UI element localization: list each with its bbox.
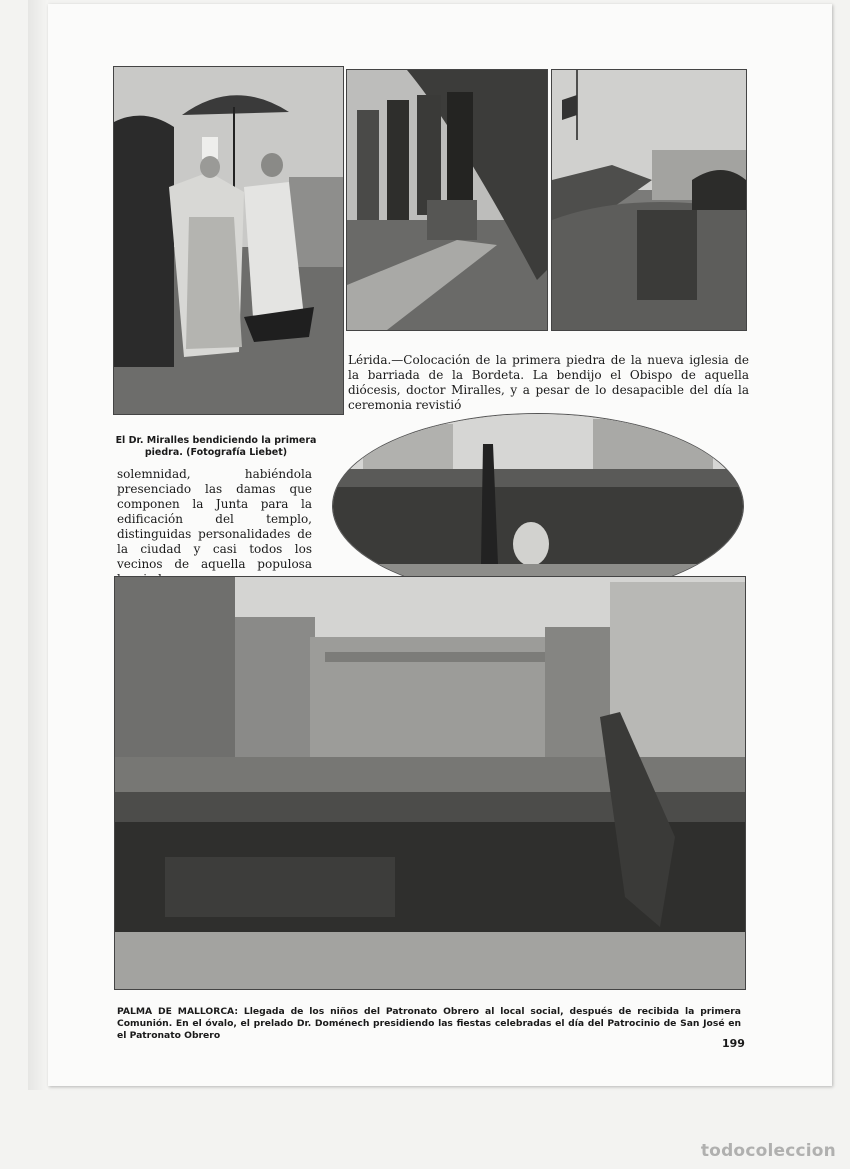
- photo-oval-gathering: [332, 413, 744, 599]
- article-continuation-text: solemnidad, habiéndola presenciado las damas que componen la Junta para la edificación del templo, distinguidas personalidades de la ciudad y casi todos los vecinos de aquella populosa: [117, 467, 312, 571]
- lerida-article-text: Lérida.—Colocación de la primera piedra de la nueva iglesia de la barriada de la Bordeta. La bendijo el Obispo de aquella diócesis, doctor Miralles, y a pesar de lo desapacible del día la ceremonia revistió: [348, 353, 749, 412]
- palma-photo-caption: PALMA DE MALLORCA: Llegada de los niños del Patronato Obrero al local social, después de recibida la primera Comunión. En el óvalo, el prelado Dr. Doménech presidiendo las fiestas celebradas el día del Patrocinio de San José en el Patronato Obrero: [117, 1006, 741, 1041]
- sheet-edge: [28, 0, 48, 1090]
- ceremony-photo-art: [347, 70, 547, 330]
- page-number: 199: [722, 1037, 745, 1050]
- bishop-photo-art: [114, 67, 343, 414]
- photo-bishop-blessing: [113, 66, 344, 415]
- procession-photo-art: [115, 577, 745, 989]
- oval-photo-art: [333, 414, 743, 598]
- watermark-text: todocoleccion: [700, 1141, 836, 1161]
- photo-crowd-hillside: [551, 69, 747, 331]
- bishop-photo-caption: El Dr. Miralles bendiciendo la primera piedra. (Fotografía Liebet): [115, 435, 317, 458]
- photo-children-procession: [114, 576, 746, 990]
- photo-first-stone-ceremony: [346, 69, 548, 331]
- crowd-hill-photo-art: [552, 70, 746, 330]
